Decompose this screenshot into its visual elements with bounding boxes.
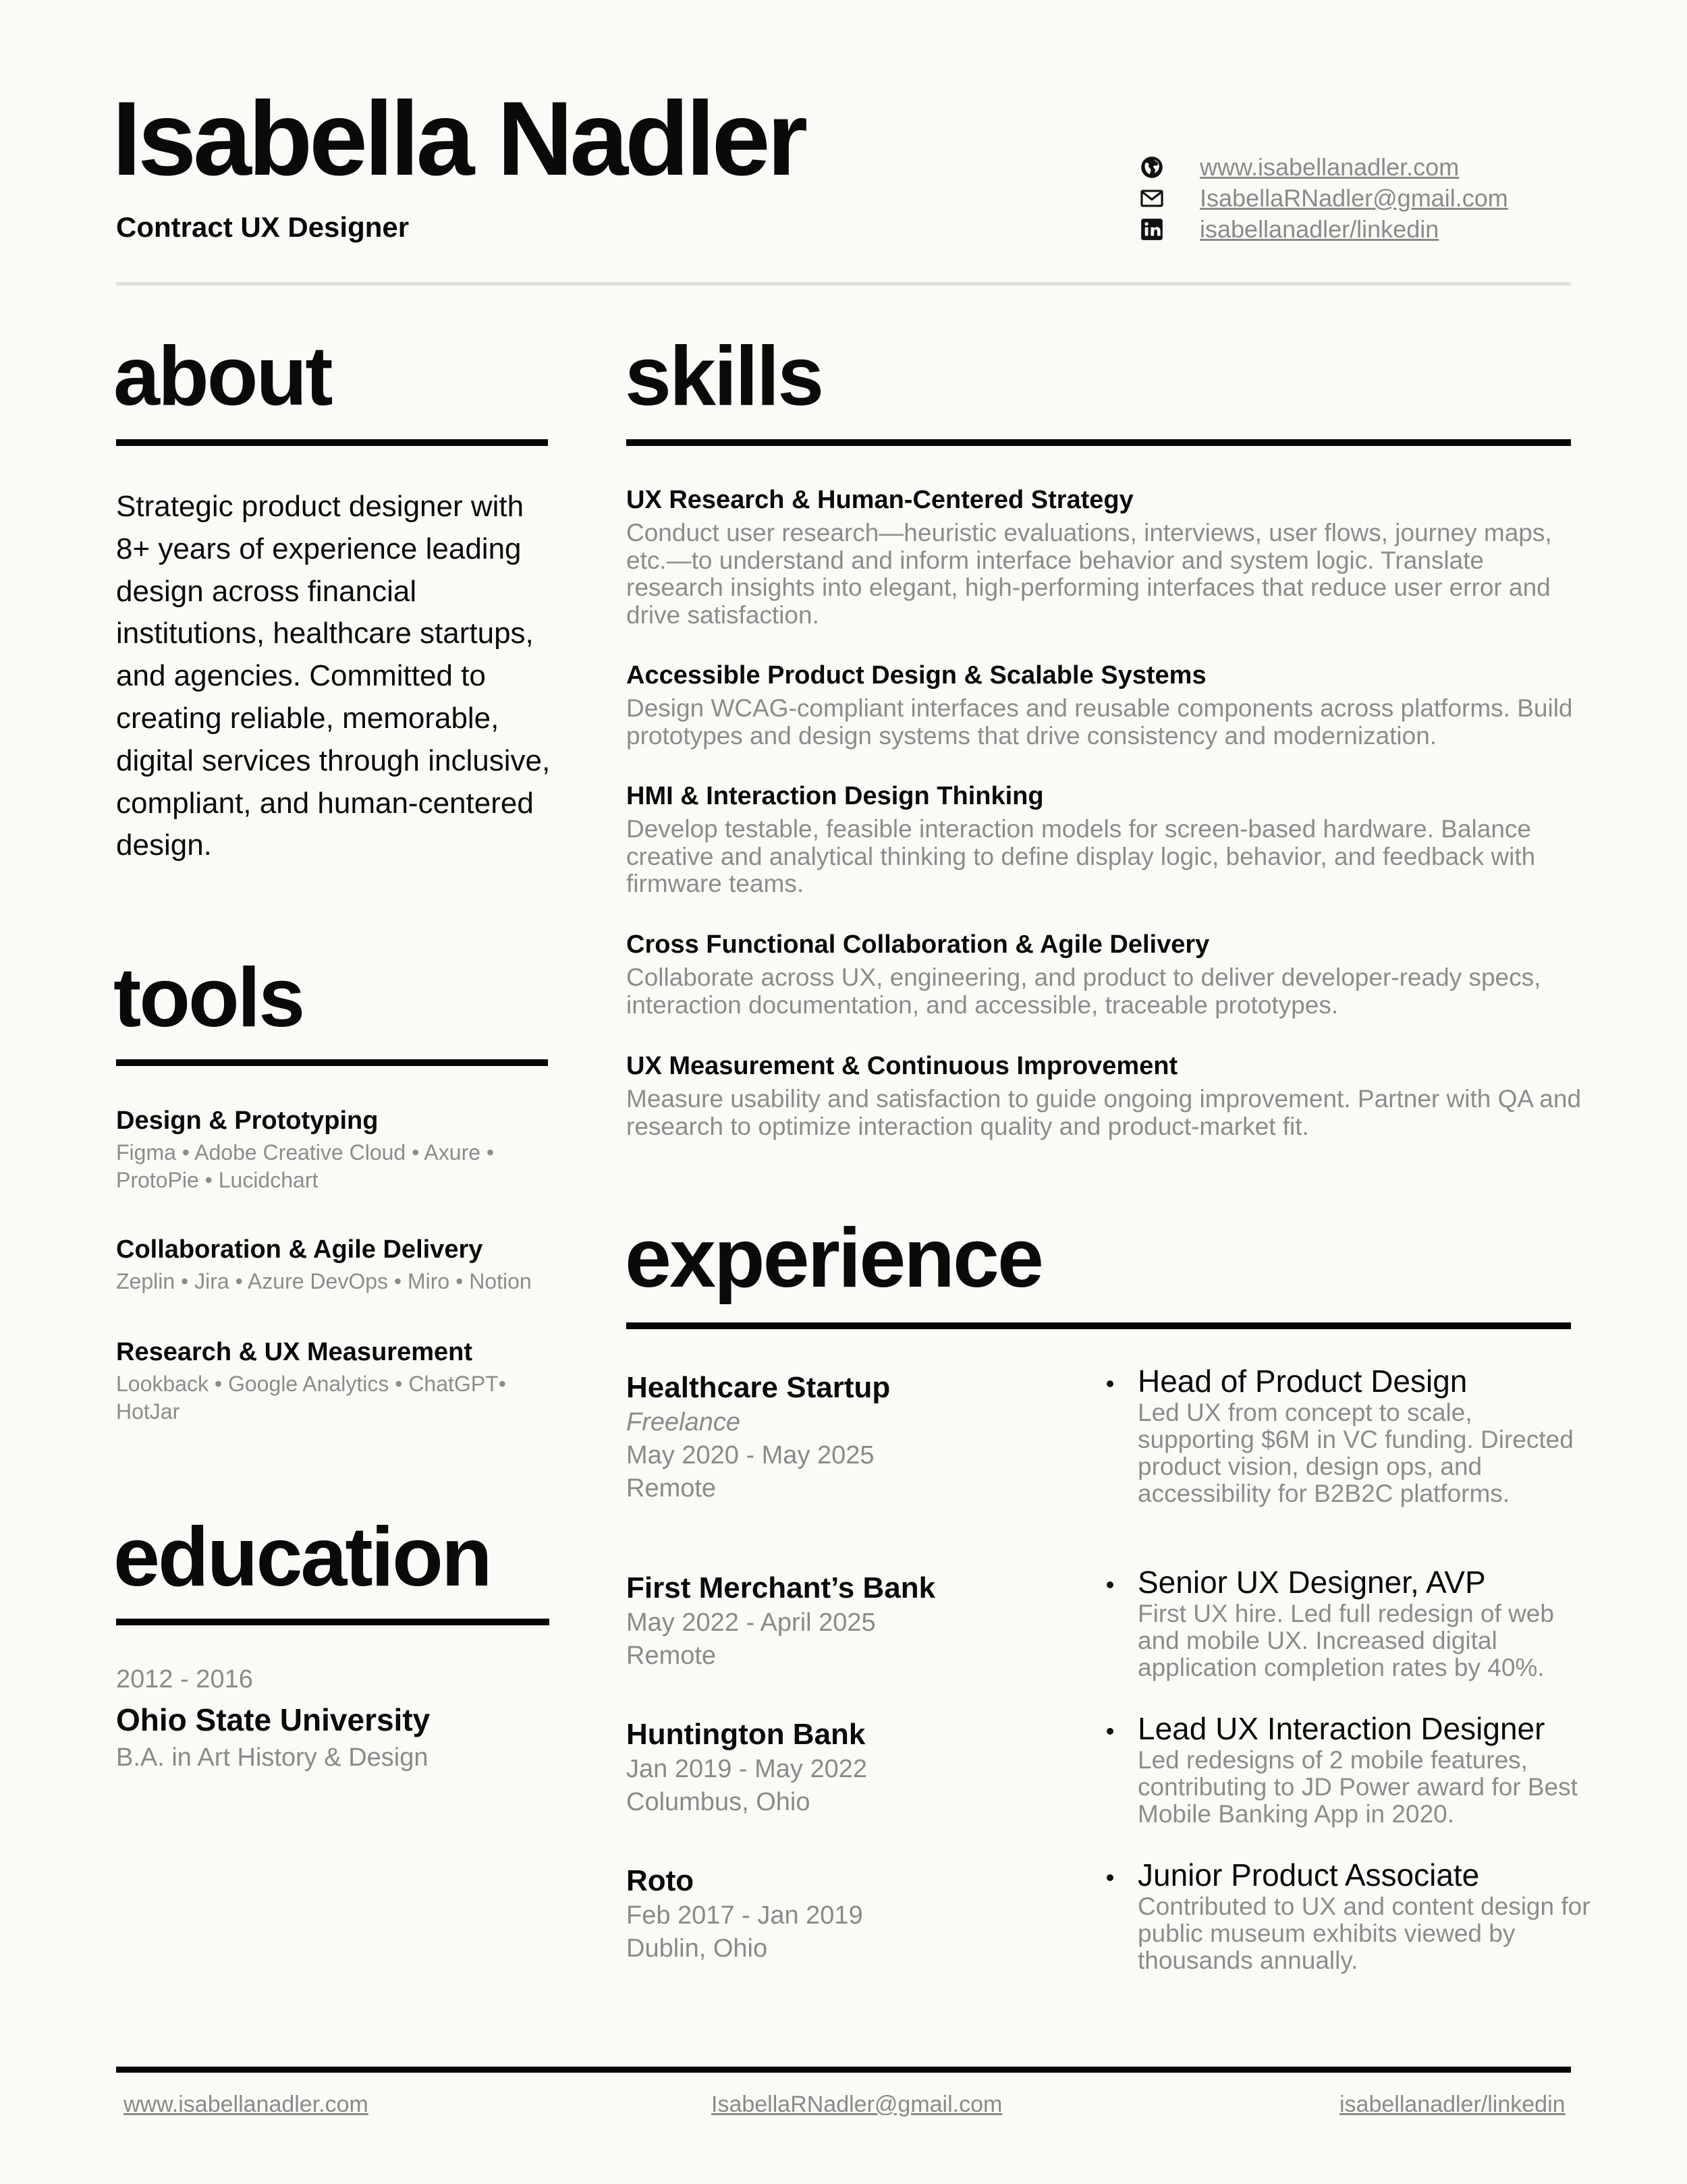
linkedin-link[interactable]: isabellanadler/linkedin	[1200, 215, 1439, 243]
education-heading: education	[113, 1511, 491, 1604]
tool-group-design	[116, 1105, 561, 1194]
tool-group-items: Zeplin • Jira • Azure DevOps • Miro • Notion	[116, 1269, 532, 1293]
skill-heading: UX Measurement & Continuous Improvement	[626, 1052, 1178, 1080]
globe-icon	[1139, 155, 1165, 180]
company-type: Freelance	[626, 1408, 740, 1436]
role-description: Led UX from concept to scale, supporting $6M in VC funding. Directed product vision, design ops, and accessibility for B2B2C platforms.	[1138, 1399, 1574, 1507]
company-dates: May 2022 - April 2025	[626, 1608, 876, 1637]
company-location: Dublin, Ohio	[626, 1934, 768, 1963]
skill-heading: HMI & Interaction Design Thinking	[626, 782, 1044, 810]
bullet-icon	[1107, 1380, 1113, 1387]
company-name: Huntington Bank	[626, 1718, 866, 1751]
footer-divider	[116, 2067, 1571, 2073]
header-divider	[116, 282, 1571, 285]
skill-description: Develop testable, feasible interaction models for screen-based hardware. Balance creative and analytical thinking to define display logic, behavior, and feedback with firmware teams.	[626, 815, 1536, 897]
about-heading: about	[113, 330, 331, 423]
company-entry	[626, 1716, 1072, 1819]
skill-item	[626, 484, 1584, 629]
skill-item	[626, 1051, 1584, 1140]
company-entry	[626, 1570, 1072, 1673]
skills-rule	[626, 439, 1571, 446]
company-name: First Merchant’s Bank	[626, 1571, 936, 1604]
skill-description: Collaborate across UX, engineering, and product to deliver developer-ready specs, interaction documentation, and accessible, traceable prototypes.	[626, 963, 1541, 1019]
skill-item	[626, 781, 1584, 898]
company-location: Remote	[626, 1474, 717, 1503]
education-degree: B.A. in Art History & Design	[116, 1743, 428, 1772]
role-entry	[1107, 1857, 1593, 1974]
tool-group-heading: Design & Prototyping	[116, 1107, 379, 1135]
contact-website[interactable]	[1139, 152, 1459, 183]
mail-icon	[1139, 186, 1165, 211]
tool-group-heading: Collaboration & Agile Delivery	[116, 1235, 483, 1264]
footer-email-link[interactable]: IsabellaRNadler@gmail.com	[711, 2092, 1003, 2117]
tool-group-research	[116, 1337, 561, 1426]
role-title: Junior Product Associate	[1138, 1857, 1480, 1893]
role-title: Head of Product Design	[1138, 1364, 1468, 1399]
company-name: Healthcare Startup	[626, 1371, 891, 1404]
tools-heading: tools	[113, 951, 304, 1044]
role-entry	[1107, 1363, 1593, 1507]
skill-heading: UX Research & Human-Centered Strategy	[626, 486, 1134, 514]
experience-rule	[626, 1322, 1571, 1329]
email-link[interactable]: IsabellaRNadler@gmail.com	[1200, 184, 1508, 212]
role-entry	[1107, 1710, 1593, 1828]
skill-heading: Cross Functional Collaboration & Agile Delivery	[626, 930, 1210, 959]
contact-linkedin[interactable]	[1139, 214, 1439, 245]
tool-group-heading: Research & UX Measurement	[116, 1338, 472, 1366]
bullet-icon	[1107, 1874, 1113, 1881]
company-location: Remote	[626, 1642, 717, 1670]
resume-name: Isabella Nadler	[112, 80, 805, 198]
contact-email[interactable]	[1139, 183, 1508, 214]
linkedin-icon	[1139, 217, 1165, 242]
company-name: Roto	[626, 1864, 694, 1897]
company-location: Columbus, Ohio	[626, 1788, 810, 1816]
role-title: Lead UX Interaction Designer	[1138, 1711, 1545, 1746]
tools-rule	[116, 1059, 548, 1066]
education-rule	[116, 1619, 549, 1625]
tool-group-items: Figma • Adobe Creative Cloud • Axure • ProtoPie • Lucidchart	[116, 1140, 495, 1192]
experience-heading: experience	[625, 1212, 1042, 1305]
about-rule	[116, 439, 548, 446]
skill-heading: Accessible Product Design & Scalable Systems	[626, 661, 1207, 690]
footer-linkedin-link[interactable]: isabellanadler/linkedin	[1339, 2092, 1566, 2117]
footer-website-link[interactable]: www.isabellanadler.com	[123, 2092, 368, 2117]
role-description: Led redesigns of 2 mobile features, contributing to JD Power award for Best Mobile Banking App in 2020.	[1138, 1746, 1578, 1828]
resume-role: Contract UX Designer	[116, 211, 410, 243]
company-dates: May 2020 - May 2025	[626, 1441, 875, 1469]
role-title: Senior UX Designer, AVP	[1138, 1565, 1486, 1600]
skill-item	[626, 929, 1584, 1019]
tool-group-items: Lookback • Google Analytics • ChatGPT• HotJar	[116, 1372, 506, 1424]
skill-description: Measure usability and satisfaction to guide ongoing improvement. Partner with QA and research to optimize interaction quality and product-market fit.	[626, 1085, 1582, 1140]
skill-description: Design WCAG-compliant interfaces and reusable components across platforms. Build prototypes and design systems that drive consistency and modernization.	[626, 694, 1573, 750]
tool-group-collaboration	[116, 1234, 561, 1295]
company-entry	[626, 1863, 1072, 1965]
role-description: Contributed to UX and content design for public museum exhibits viewed by thousands annually.	[1138, 1893, 1591, 1974]
bullet-icon	[1107, 1581, 1113, 1588]
skills-heading: skills	[625, 330, 823, 423]
role-description: First UX hire. Led full redesign of web and mobile UX. Increased digital application completion rates by 40%.	[1138, 1600, 1554, 1681]
company-dates: Jan 2019 - May 2022	[626, 1755, 868, 1783]
education-school: Ohio State University	[116, 1702, 431, 1737]
website-link[interactable]: www.isabellanadler.com	[1200, 153, 1460, 181]
role-entry	[1107, 1564, 1593, 1681]
about-text: Strategic product designer with 8+ years of experience leading design across financial institutions, healthcare startups, and agencies. Committed to creating reliable, memorable, digital services through inclusive, compliant, and human-centered design.	[116, 490, 551, 862]
skill-description: Conduct user research—heuristic evaluations, interviews, user flows, journey maps, etc.—to understand and inform interface behavior and system logic. Translate research insights into elegant, high-performing interfaces that reduce user error and drive satisfaction.	[626, 519, 1552, 629]
skill-item	[626, 660, 1584, 750]
company-dates: Feb 2017 - Jan 2019	[626, 1901, 863, 1930]
company-entry	[626, 1370, 1072, 1505]
education-years: 2012 - 2016	[116, 1665, 253, 1693]
bullet-icon	[1107, 1728, 1113, 1735]
